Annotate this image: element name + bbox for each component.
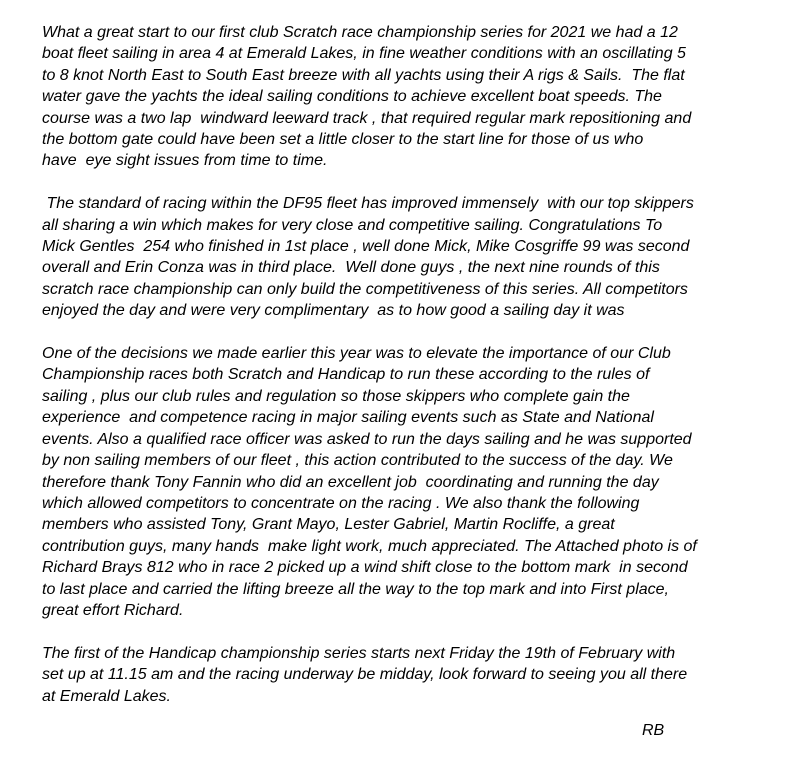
text-line: have eye sight issues from time to time. <box>42 152 328 170</box>
text-line: at Emerald Lakes. <box>42 687 171 705</box>
text-line: The first of the Handicap championship series starts next Friday the 19th of February with <box>42 644 676 662</box>
text-line: to last place and carried the lifting breeze all the way to the top mark and into First place, <box>42 580 669 598</box>
text-line: experience and competence racing in major sailing events such as State and National <box>42 409 654 427</box>
text-line: What a great start to our first club Scratch race championship series for 2021 we had a 12 <box>42 24 678 41</box>
text-line: all sharing a win which makes for very close and competitive sailing. Congratulations To <box>42 216 663 234</box>
paragraph-acknowledgements <box>42 343 802 621</box>
paragraph-race-report <box>42 22 802 172</box>
text-line: Mick Gentles 254 who finished in 1st place , well done Mick, Mike Cosgriffe 99 was second <box>42 238 690 256</box>
text-line: members who assisted Tony, Grant Mayo, Lester Gabriel, Martin Rocliffe, a great <box>42 516 615 534</box>
text-line: to 8 knot North East to South East breeze with all yachts using their A rigs & Sails. The flat <box>42 66 685 84</box>
text-line: scratch race championship can only build the competitiveness of this series. All competitors <box>42 280 688 298</box>
text-line: water gave the yachts the ideal sailing conditions to achieve excellent boat speeds. The <box>42 88 662 106</box>
text-line: boat fleet sailing in area 4 at Emerald Lakes, in fine weather conditions with an oscillating 5 <box>42 45 686 63</box>
text-line: Richard Brays 812 who in race 2 picked up a wind shift close to the bottom mark in second <box>42 559 688 577</box>
text-line: course was a two lap windward leeward track , that required regular mark repositioning and <box>42 109 692 127</box>
text-line: therefore thank Tony Fannin who did an excellent job coordinating and running the day <box>42 473 659 491</box>
text-line: set up at 11.15 am and the racing underway be midday, look forward to seeing you all there <box>42 666 688 684</box>
paragraph-results <box>42 193 802 321</box>
text-line: which allowed competitors to concentrate on the racing . We also thank the following <box>42 494 640 512</box>
text-line: The standard of racing within the DF95 fleet has improved immensely with our top skippers <box>42 195 694 213</box>
signature: RB <box>642 722 665 739</box>
text-line: enjoyed the day and were very complimentary as to how good a sailing day it was <box>42 302 625 320</box>
paragraph-next-event <box>42 643 802 707</box>
text-line: One of the decisions we made earlier this year was to elevate the importance of our Club <box>42 345 671 363</box>
document-body <box>42 22 802 728</box>
text-line: contribution guys, many hands make light work, much appreciated. The Attached photo is of <box>42 537 697 555</box>
text-line: sailing , plus our club rules and regulation so those skippers who complete gain the <box>42 387 630 405</box>
text-line: overall and Erin Conza was in third place. Well done guys , the next nine rounds of this <box>42 259 660 277</box>
text-line: events. Also a qualified race officer was asked to run the days sailing and he was supported <box>42 430 692 448</box>
text-line: great effort Richard. <box>42 601 184 619</box>
text-line: the bottom gate could have been set a little closer to the start line for those of us who <box>42 131 644 149</box>
text-line: Championship races both Scratch and Handicap to run these according to the rules of <box>42 366 650 384</box>
text-line: by non sailing members of our fleet , this action contributed to the success of the day. We <box>42 452 673 470</box>
